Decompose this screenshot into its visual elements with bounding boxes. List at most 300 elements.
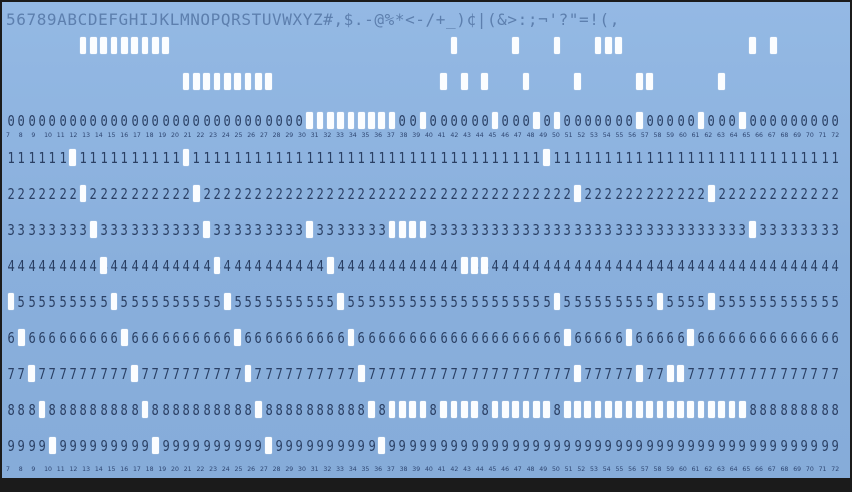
digit-cell: 3 [759, 221, 767, 239]
digit-cell: 5 [161, 293, 170, 311]
digit-cell: 2 [161, 185, 170, 203]
digit-cell: 6 [769, 329, 777, 347]
digit-cell: 5 [17, 293, 26, 311]
digit-cell: 9 [749, 437, 757, 455]
digit-cell: 6 [728, 329, 736, 347]
digit-cell: 3 [553, 221, 561, 239]
digit-cell: 3 [615, 221, 623, 239]
digit-cell: 8 [79, 401, 87, 419]
digit-cell: 9 [337, 437, 345, 455]
punch-hole [265, 437, 272, 454]
digit-cell: 6 [409, 329, 417, 347]
digit-cell: 8 [316, 401, 324, 419]
digit-row-1 [2, 147, 850, 169]
column-number: 55 [615, 132, 624, 139]
digit-cell: 5 [728, 293, 736, 311]
punch-hole [214, 257, 221, 274]
digit-cell: 5 [501, 293, 510, 311]
digit-cell: 0 [141, 112, 149, 130]
zone-punch-hole [554, 37, 561, 54]
column-number: 72 [831, 132, 840, 139]
column-number: 13 [82, 466, 91, 473]
digit-cell: 0 [409, 112, 417, 130]
digit-cell: 4 [697, 257, 705, 275]
digit-cell: 0 [666, 112, 674, 130]
digit-cell: 8 [234, 401, 242, 419]
digit-cell: 9 [584, 437, 592, 455]
column-number: 18 [145, 132, 154, 139]
digit-row-2 [2, 183, 850, 205]
digit-cell: 3 [100, 221, 108, 239]
digit-cell: 9 [409, 437, 417, 455]
digit-cell: 4 [790, 257, 798, 275]
digit-cell: 4 [110, 257, 118, 275]
digit-cell: 1 [337, 149, 345, 167]
digit-cell: 1 [584, 149, 592, 167]
digit-cell: 5 [38, 293, 46, 311]
digit-cell: 3 [635, 221, 644, 239]
zone-punch-hole [203, 73, 210, 90]
digit-cell: 5 [635, 293, 644, 311]
column-number: 52 [577, 466, 586, 473]
digit-cell: 9 [470, 437, 479, 455]
column-number: 10 [44, 132, 52, 139]
digit-cell: 5 [676, 293, 685, 311]
digit-cell: 3 [440, 221, 448, 239]
column-number: 8 [18, 466, 23, 473]
digit-cell: 7 [110, 365, 118, 383]
digit-cell: 0 [7, 112, 15, 130]
digit-cell: 3 [831, 221, 839, 239]
zone-punch-hole [440, 73, 447, 90]
digit-cell: 3 [532, 221, 541, 239]
digit-cell: 8 [213, 401, 221, 419]
digit-cell: 1 [738, 149, 747, 167]
digit-cell: 1 [306, 149, 314, 167]
punch-hole [111, 293, 118, 310]
zone-punch-hole [595, 37, 602, 54]
digit-cell: 6 [429, 329, 438, 347]
digit-cell: 5 [718, 293, 726, 311]
digit-cell: 6 [512, 329, 520, 347]
column-number: 30 [298, 466, 306, 473]
punch-hole [533, 401, 540, 418]
digit-cell: 2 [182, 185, 190, 203]
digit-cell: 6 [470, 329, 479, 347]
digit-cell: 6 [357, 329, 365, 347]
digit-cell: 7 [285, 365, 293, 383]
digit-cell: 5 [172, 293, 180, 311]
column-number: 19 [158, 132, 167, 139]
digit-cell: 4 [450, 257, 458, 275]
punch-hole [18, 329, 25, 346]
digit-cell: 6 [810, 329, 819, 347]
column-number: 39 [412, 466, 421, 473]
digit-cell: 6 [759, 329, 767, 347]
digit-cell: 3 [182, 221, 190, 239]
digit-cell: 9 [573, 437, 582, 455]
digit-cell: 1 [234, 149, 242, 167]
column-number: 68 [780, 466, 789, 473]
punch-hole [399, 401, 406, 418]
column-number: 70 [805, 466, 814, 473]
digit-cell: 5 [481, 293, 489, 311]
digit-cell: 7 [810, 365, 819, 383]
punch-hole [234, 329, 241, 346]
digit-cell: 7 [120, 365, 129, 383]
digit-cell: 5 [306, 293, 314, 311]
column-number: 33 [336, 132, 344, 139]
digit-cell: 2 [635, 185, 644, 203]
digit-cell: 9 [450, 437, 458, 455]
digit-cell: 3 [151, 221, 159, 239]
digit-cell: 4 [553, 257, 561, 275]
punch-hole [543, 149, 550, 166]
digit-cell: 2 [666, 185, 674, 203]
column-number: 23 [209, 466, 218, 473]
digit-cell: 3 [594, 221, 602, 239]
digit-cell: 1 [501, 149, 510, 167]
column-number: 17 [132, 132, 141, 139]
zone-punch-hole [605, 37, 612, 54]
digit-cell: 6 [58, 329, 67, 347]
digit-cell: 6 [697, 329, 705, 347]
digit-cell: 9 [800, 437, 808, 455]
digit-cell: 5 [79, 293, 87, 311]
digit-cell: 4 [429, 257, 438, 275]
digit-cell: 5 [367, 293, 376, 311]
column-number: 20 [171, 466, 179, 473]
digit-cell: 8 [244, 401, 252, 419]
digit-cell: 6 [821, 329, 829, 347]
digit-cell: 9 [7, 437, 15, 455]
punch-hole [471, 257, 478, 274]
digit-cell: 4 [501, 257, 510, 275]
digit-cell: 3 [821, 221, 829, 239]
punch-hole [327, 112, 334, 129]
column-numbers-bottom [2, 465, 850, 475]
punch-hole [451, 401, 458, 418]
digit-cell: 4 [491, 257, 499, 275]
digit-cell: 6 [450, 329, 458, 347]
column-number: 23 [209, 132, 218, 139]
digit-cell: 3 [69, 221, 77, 239]
digit-cell: 1 [131, 149, 139, 167]
digit-cell: 1 [58, 149, 67, 167]
digit-cell: 6 [131, 329, 139, 347]
digit-cell: 5 [738, 293, 747, 311]
column-number: 57 [640, 132, 649, 139]
digit-cell: 4 [666, 257, 674, 275]
digit-cell: 5 [687, 293, 695, 311]
digit-cell: 9 [810, 437, 819, 455]
digit-cell: 5 [409, 293, 417, 311]
column-number: 32 [323, 466, 332, 473]
digit-cell: 9 [306, 437, 314, 455]
digit-cell: 2 [687, 185, 695, 203]
digit-cell: 6 [615, 329, 623, 347]
digit-cell: 2 [646, 185, 654, 203]
digit-cell: 9 [141, 437, 149, 455]
punch-hole [358, 365, 365, 382]
column-number: 41 [437, 132, 446, 139]
digit-cell: 4 [769, 257, 777, 275]
digit-cell: 4 [419, 257, 427, 275]
digit-cell: 9 [728, 437, 736, 455]
digit-cell: 9 [357, 437, 365, 455]
digit-cell: 7 [532, 365, 541, 383]
punch-hole [378, 112, 385, 129]
digit-cell: 7 [264, 365, 273, 383]
digit-cell: 4 [7, 257, 15, 275]
digit-cell: 9 [100, 437, 108, 455]
digit-cell: 4 [234, 257, 242, 275]
digit-cell: 8 [306, 401, 314, 419]
punch-hole [420, 401, 427, 418]
digit-cell: 5 [120, 293, 129, 311]
digit-cell: 4 [584, 257, 592, 275]
digit-cell: 3 [738, 221, 747, 239]
digit-cell: 8 [151, 401, 159, 419]
digit-cell: 1 [264, 149, 273, 167]
column-number: 46 [501, 466, 510, 473]
column-number: 43 [463, 466, 471, 473]
digit-cell: 7 [326, 365, 335, 383]
digit-cell: 1 [120, 149, 129, 167]
digit-cell: 6 [337, 329, 345, 347]
digit-cell: 5 [522, 293, 530, 311]
column-number: 21 [183, 132, 192, 139]
digit-cell: 0 [213, 112, 221, 130]
digit-cell: 3 [676, 221, 685, 239]
column-number: 7 [6, 466, 10, 473]
zone-punch-hole [461, 73, 468, 90]
digit-cell: 7 [223, 365, 232, 383]
punch-hole [39, 401, 46, 418]
digit-cell: 2 [543, 185, 551, 203]
digit-cell: 4 [676, 257, 685, 275]
digit-cell: 8 [7, 401, 15, 419]
digit-cell: 2 [120, 185, 129, 203]
zone-punch-hole [142, 37, 149, 54]
digit-cell: 2 [460, 185, 468, 203]
digit-cell: 2 [28, 185, 36, 203]
punch-hole [605, 401, 612, 418]
column-number: 47 [513, 466, 522, 473]
digit-cell: 5 [131, 293, 139, 311]
digit-cell: 8 [192, 401, 201, 419]
punch-hole [492, 401, 499, 418]
digit-cell: 3 [450, 221, 458, 239]
digit-cell: 5 [89, 293, 98, 311]
digit-cell: 1 [749, 149, 757, 167]
digit-cell: 0 [676, 112, 685, 130]
digit-cell: 9 [326, 437, 335, 455]
column-number: 9 [31, 132, 36, 139]
digit-cell: 6 [172, 329, 180, 347]
digit-cell: 6 [635, 329, 644, 347]
digit-cell: 7 [79, 365, 87, 383]
digit-cell: 4 [656, 257, 664, 275]
digit-cell: 7 [337, 365, 345, 383]
digit-cell: 4 [728, 257, 736, 275]
punch-hole [657, 293, 664, 310]
punch-hole [152, 437, 159, 454]
digit-cell: 3 [244, 221, 252, 239]
digit-cell: 1 [192, 149, 201, 167]
column-number: 45 [488, 466, 497, 473]
digit-cell: 2 [563, 185, 571, 203]
digit-cell: 9 [275, 437, 283, 455]
digit-cell: 9 [779, 437, 788, 455]
column-number: 12 [69, 132, 78, 139]
digit-cell: 7 [203, 365, 211, 383]
digit-cell: 5 [203, 293, 211, 311]
digit-cell: 1 [213, 149, 221, 167]
digit-cell: 7 [738, 365, 747, 383]
punch-hole [564, 329, 571, 346]
digit-cell: 3 [316, 221, 324, 239]
digit-row-6 [2, 327, 850, 349]
digit-cell: 5 [48, 293, 56, 311]
punch-hole [306, 221, 313, 238]
punch-hole [69, 149, 76, 166]
card-grid [2, 2, 850, 478]
digit-cell: 5 [646, 293, 654, 311]
digit-cell: 3 [501, 221, 510, 239]
punch-hole [389, 221, 396, 238]
column-number: 32 [323, 132, 332, 139]
digit-cell: 6 [38, 329, 46, 347]
digit-cell: 5 [769, 293, 777, 311]
column-number: 46 [501, 132, 510, 139]
digit-cell: 0 [182, 112, 190, 130]
digit-cell: 4 [738, 257, 747, 275]
column-number: 15 [107, 132, 116, 139]
digit-cell: 3 [810, 221, 819, 239]
digit-cell: 1 [419, 149, 427, 167]
digit-cell: 1 [522, 149, 530, 167]
digit-cell: 7 [470, 365, 479, 383]
digit-cell: 8 [378, 401, 386, 419]
column-number: 31 [310, 466, 319, 473]
punch-hole [687, 401, 694, 418]
digit-cell: 6 [388, 329, 396, 347]
zone-punch-hole [245, 73, 252, 90]
digit-cell: 5 [244, 293, 252, 311]
punch-hole [245, 365, 252, 382]
punch-hole [708, 401, 715, 418]
zone-punch-hole [481, 73, 488, 90]
digit-cell: 7 [501, 365, 510, 383]
digit-cell: 8 [749, 401, 757, 419]
punch-hole [8, 293, 15, 310]
zone-punch-hole [111, 37, 118, 54]
digit-cell: 2 [367, 185, 376, 203]
column-number: 58 [653, 466, 662, 473]
digit-cell: 6 [460, 329, 468, 347]
digit-cell: 7 [7, 365, 15, 383]
digit-cell: 3 [7, 221, 15, 239]
column-number: 33 [336, 466, 344, 473]
punch-hole [698, 401, 705, 418]
digit-cell: 1 [573, 149, 582, 167]
column-number: 66 [755, 466, 763, 473]
digit-cell: 0 [573, 112, 582, 130]
digit-cell: 9 [213, 437, 221, 455]
digit-cell: 8 [275, 401, 283, 419]
digit-cell: 1 [697, 149, 705, 167]
digit-cell: 3 [264, 221, 273, 239]
digit-cell: 0 [800, 112, 808, 130]
digit-cell: 2 [532, 185, 541, 203]
digit-cell: 4 [800, 257, 808, 275]
punch-hole [306, 112, 313, 129]
zone-punch-hole [183, 73, 190, 90]
digit-cell: 5 [491, 293, 499, 311]
digit-cell: 1 [460, 149, 468, 167]
digit-cell: 0 [615, 112, 623, 130]
digit-cell: 1 [625, 149, 633, 167]
digit-cell: 4 [810, 257, 819, 275]
digit-cell: 1 [646, 149, 654, 167]
digit-cell: 1 [779, 149, 788, 167]
digit-cell: 5 [285, 293, 293, 311]
column-number: 67 [767, 466, 776, 473]
digit-cell: 6 [48, 329, 56, 347]
digit-cell: 5 [563, 293, 571, 311]
digit-cell: 1 [481, 149, 489, 167]
digit-cell: 6 [718, 329, 726, 347]
column-number: 69 [793, 132, 802, 139]
column-number: 37 [386, 466, 395, 473]
digit-cell: 1 [790, 149, 798, 167]
digit-cell: 3 [275, 221, 283, 239]
digit-cell: 0 [450, 112, 458, 130]
zone-punch-hole [512, 37, 519, 54]
digit-cell: 0 [131, 112, 139, 130]
zone-punch-hole [234, 73, 241, 90]
digit-cell: 7 [481, 365, 489, 383]
digit-cell: 5 [800, 293, 808, 311]
column-number: 44 [475, 132, 484, 139]
digit-cell: 1 [728, 149, 736, 167]
digit-cell: 7 [707, 365, 716, 383]
digit-cell: 8 [285, 401, 293, 419]
digit-cell: 8 [17, 401, 26, 419]
digit-cell: 9 [110, 437, 118, 455]
digit-cell: 0 [604, 112, 613, 130]
digit-cell: 9 [89, 437, 98, 455]
digit-cell: 3 [790, 221, 798, 239]
digit-cell: 5 [697, 293, 705, 311]
digit-cell: 8 [110, 401, 118, 419]
digit-cell: 4 [615, 257, 623, 275]
zone-punch-hole [770, 37, 777, 54]
punch-hole [729, 401, 736, 418]
digit-cell: 0 [58, 112, 67, 130]
digit-cell: 7 [429, 365, 438, 383]
digit-cell: 7 [367, 365, 376, 383]
digit-cell: 0 [244, 112, 252, 130]
punch-hole [131, 365, 138, 382]
digit-cell: 3 [481, 221, 489, 239]
digit-cell: 3 [460, 221, 468, 239]
digit-cell: 8 [810, 401, 819, 419]
digit-cell: 1 [810, 149, 819, 167]
digit-cell: 1 [615, 149, 623, 167]
digit-cell: 4 [646, 257, 654, 275]
